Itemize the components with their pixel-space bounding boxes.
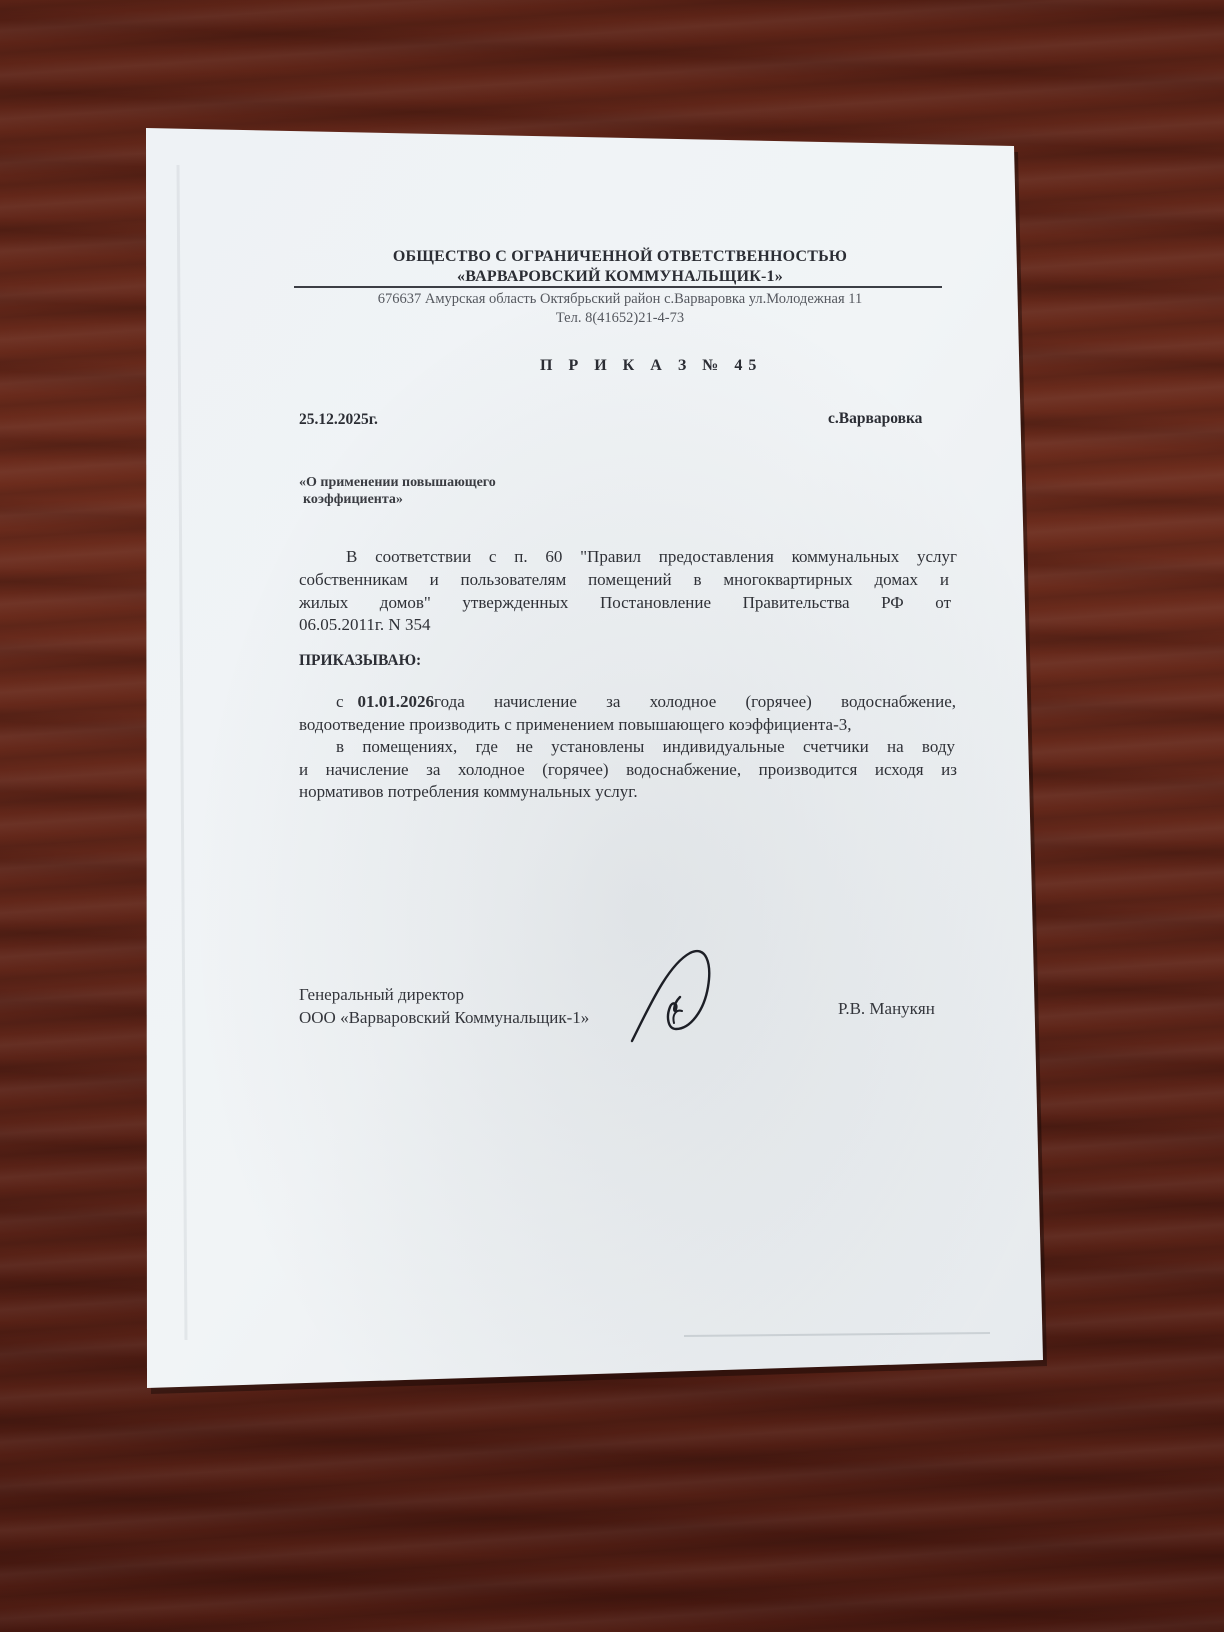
org-name-line1: ОБЩЕСТВО С ОГРАНИЧЕННОЙ ОТВЕТСТВЕННОСТЬЮ xyxy=(392,248,848,265)
preamble-line3: жилых домов" утвержденных Постановление Правительства РФ от xyxy=(299,593,951,612)
directive-paragraph2-line2: и начисление за холодное (горячее) водоснабжение, производится исходя из xyxy=(299,760,957,779)
order-title: П Р И К А З № 45 xyxy=(540,357,763,374)
directive-label: ПРИКАЗЫВАЮ: xyxy=(299,652,422,669)
directive-paragraph1-line1 xyxy=(336,692,956,712)
preamble-line2: собственникам и пользователям помещений в многоквартирных домах и xyxy=(299,570,949,589)
order-subject-line2: коэффициента» xyxy=(303,492,403,507)
signatory-name: Р.В. Манукян xyxy=(838,999,935,1018)
handwritten-signature xyxy=(620,945,730,1045)
letterhead-divider xyxy=(294,286,942,288)
directive-prefix: с xyxy=(336,692,344,711)
directive-paragraph2-line3: нормативов потребления коммунальных услуг. xyxy=(299,782,638,801)
org-name-line2: «ВАРВАРОВСКИЙ КОММУНАЛЬЩИК-1» xyxy=(457,268,783,285)
signatory-organization: ООО «Варваровский Коммунальщик-1» xyxy=(299,1008,590,1027)
directive-effective-date: 01.01.2026 xyxy=(357,692,435,711)
order-place: с.Варваровка xyxy=(828,410,923,427)
preamble-line1: В соответствии с п. 60 "Правил предоставления коммунальных услуг xyxy=(346,547,957,566)
directive-paragraph1-rest: года начисление за холодное (горячее) водоснабжение, xyxy=(434,692,956,711)
org-address: 676637 Амурская область Октябрьский район с.Варваровка ул.Молодежная 11 xyxy=(377,291,863,307)
directive-paragraph1-line2: водоотведение производить с применением повышающего коэффициента-3, xyxy=(299,715,852,734)
directive-paragraph2-line1: в помещениях, где не установлены индивидуальные счетчики на воду xyxy=(336,737,955,756)
order-date: 25.12.2025г. xyxy=(299,411,378,428)
org-phone: Тел. 8(41652)21-4-73 xyxy=(555,310,685,326)
order-subject-line1: «О применении повышающего xyxy=(299,475,496,490)
signatory-position: Генеральный директор xyxy=(299,985,465,1004)
preamble-line4: 06.05.2011г. N 354 xyxy=(299,615,431,634)
